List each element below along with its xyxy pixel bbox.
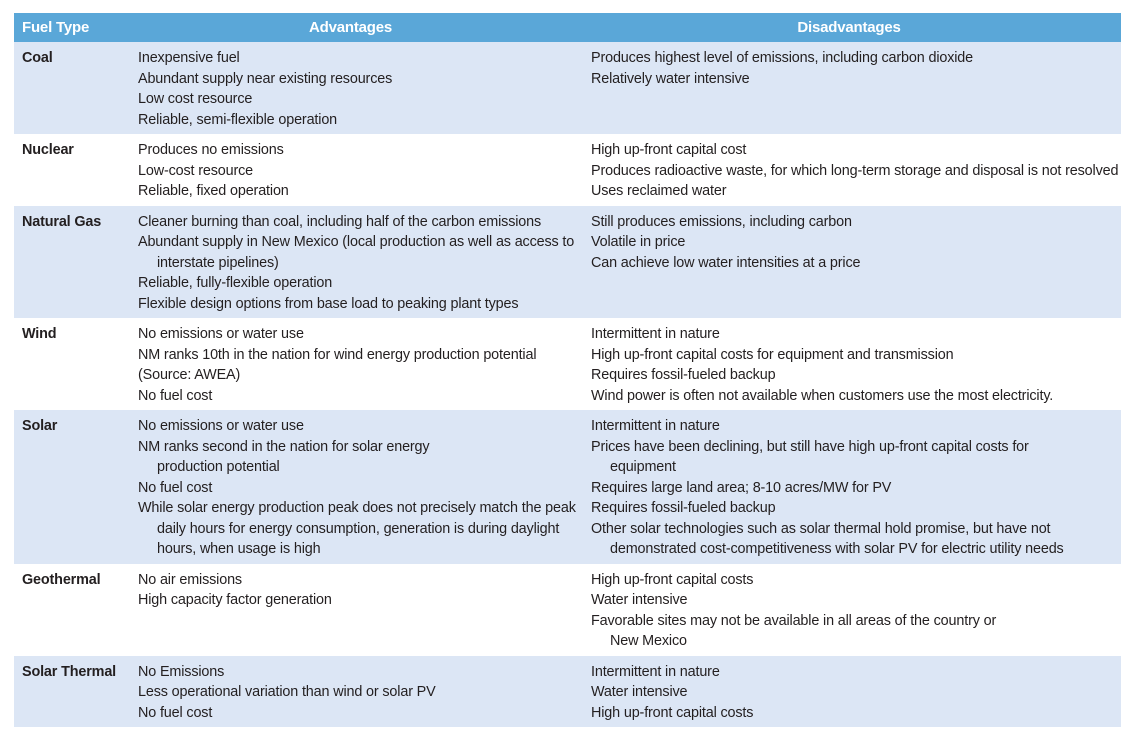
advantages-cell: [124, 656, 577, 728]
header-disadvantages: Disadvantages: [577, 13, 1121, 42]
disadvantage-item: Other solar technologies such as solar thermal hold promise, but have not demonstrated cost-competitiveness with solar PV for electric utility needs: [591, 520, 1064, 557]
advantage-item: Less operational variation than wind or solar PV: [138, 684, 436, 700]
advantages-cell: [124, 42, 577, 134]
advantage-item: No fuel cost: [138, 387, 213, 404]
table-row-coal: [14, 42, 1121, 134]
advantage-item: Abundant supply in New Mexico (local production as well as access to interstate pipelines): [138, 234, 575, 271]
fuel-type-cell: Wind: [14, 318, 124, 410]
disadvantage-item: Volatile in price: [591, 234, 686, 250]
advantages-cell: [124, 318, 577, 410]
fuel-type-cell: Nuclear: [14, 134, 124, 206]
advantages-cell: [124, 410, 577, 564]
disadvantages-cell: [577, 564, 1121, 656]
disadvantage-item: Requires fossil-fueled backup: [591, 500, 776, 516]
fuel-type-cell: Solar Thermal: [14, 656, 124, 728]
advantages-cell: [124, 134, 577, 206]
advantage-item: Produces no emissions: [138, 142, 284, 158]
advantage-item: NM ranks second in the nation for solar energy production potential: [138, 438, 430, 475]
disadvantage-item: Can achieve low water intensities at a price: [591, 254, 861, 271]
disadvantages-cell: [577, 206, 1121, 319]
disadvantage-item: Favorable sites may not be available in all areas of the country or New Mexico: [591, 612, 997, 649]
advantage-item: NM ranks 10th in the nation for wind energy production potential: [138, 346, 537, 363]
table-row-solar: [14, 410, 1121, 564]
advantage-item: No emissions or water use: [138, 418, 304, 434]
disadvantage-item: Intermittent in nature: [591, 418, 720, 434]
advantage-item: High capacity factor generation: [138, 592, 332, 608]
disadvantages-cell: [577, 42, 1121, 134]
disadvantage-item: Intermittent in nature: [591, 663, 720, 680]
disadvantage-item: High up-front capital cost: [591, 142, 747, 158]
disadvantage-item: Wind power is often not available when customers use the most electricity.: [591, 387, 1054, 404]
advantage-item: No emissions or water use: [138, 326, 304, 342]
disadvantage-item: High up-front capital costs: [591, 704, 754, 721]
advantage-item: Abundant supply near existing resources: [138, 70, 393, 87]
advantages-cell: [124, 206, 577, 319]
disadvantages-cell: [577, 318, 1121, 410]
advantage-item: Low cost resource: [138, 91, 253, 107]
table-row-geothermal: [14, 564, 1121, 656]
advantage-item: Low-cost resource: [138, 162, 254, 179]
disadvantages-cell: [577, 656, 1121, 728]
table-row-solar-thermal: [14, 656, 1121, 728]
advantage-item: No fuel cost: [138, 479, 213, 496]
disadvantage-item: Intermittent in nature: [591, 326, 720, 342]
header-advantages: Advantages: [124, 13, 577, 42]
header-row: [14, 13, 1121, 42]
disadvantages-cell: [577, 134, 1121, 206]
disadvantage-item: Produces highest level of emissions, including carbon dioxide: [591, 50, 974, 66]
table-row-nuclear: [14, 134, 1121, 206]
fuel-type-cell: Natural Gas: [14, 206, 124, 319]
table-row-natural-gas: [14, 206, 1121, 319]
advantage-item: No air emissions: [138, 571, 242, 588]
disadvantage-item: Relatively water intensive: [591, 70, 750, 87]
fuel-type-cell: Solar: [14, 410, 124, 564]
disadvantage-item: Produces radioactive waste, for which long-term storage and disposal is not resolved: [591, 162, 1119, 179]
disadvantage-item: Requires fossil-fueled backup: [591, 367, 776, 383]
disadvantage-item: Uses reclaimed water: [591, 183, 727, 199]
advantage-item: Inexpensive fuel: [138, 50, 240, 66]
disadvantages-cell: [577, 410, 1121, 564]
advantage-item: While solar energy production peak does not precisely match the peak daily hours for energy consumption, generation is during daylight hours, when usage is high: [138, 500, 576, 557]
fuel-type-cell: Coal: [14, 42, 124, 134]
advantages-cell: [124, 564, 577, 656]
advantage-item: Cleaner burning than coal, including half of the carbon emissions: [138, 213, 542, 230]
fuel-type-cell: Geothermal: [14, 564, 124, 656]
disadvantage-item: Prices have been declining, but still have high up-front capital costs for equipment: [591, 438, 1029, 475]
disadvantage-item: Requires large land area; 8-10 acres/MW for PV: [591, 479, 892, 496]
advantage-item: (Source: AWEA): [138, 367, 241, 383]
disadvantage-item: Water intensive: [591, 684, 688, 700]
advantage-item: Reliable, semi-flexible operation: [138, 111, 338, 128]
header-fuel-type: Fuel Type: [14, 13, 124, 42]
fuel-comparison-table-wrapper: [14, 13, 1121, 727]
advantage-item: Reliable, fully-flexible operation: [138, 275, 333, 291]
disadvantage-item: Water intensive: [591, 592, 688, 608]
disadvantage-item: High up-front capital costs for equipment and transmission: [591, 346, 954, 363]
disadvantage-item: High up-front capital costs: [591, 571, 754, 588]
advantage-item: Reliable, fixed operation: [138, 183, 289, 199]
advantage-item: No fuel cost: [138, 704, 213, 721]
disadvantage-item: Still produces emissions, including carbon: [591, 213, 852, 230]
table-row-wind: [14, 318, 1121, 410]
fuel-comparison-table: [14, 13, 1121, 727]
advantage-item: Flexible design options from base load to peaking plant types: [138, 295, 519, 312]
advantage-item: No Emissions: [138, 663, 225, 680]
